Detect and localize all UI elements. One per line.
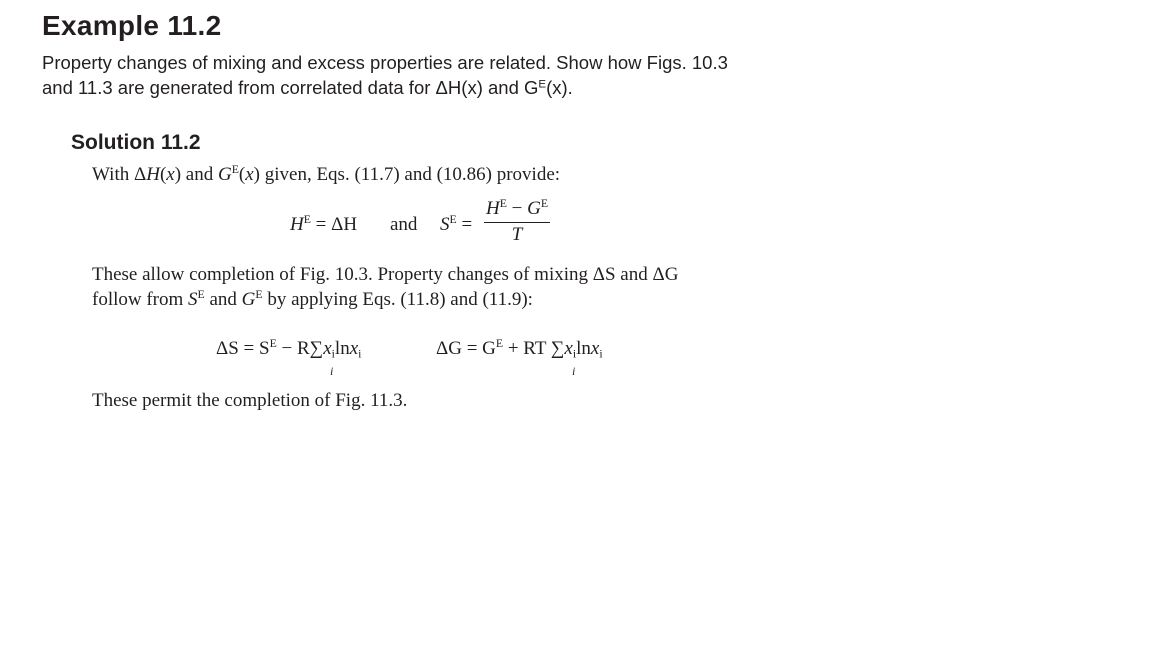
eq1-entropy-lhs: $S^E$ =	[440, 213, 473, 235]
example-body	[42, 50, 842, 100]
solution-intro: With ΔH(x) and $G^E(x)$ given, Eqs. (11.7) and (10.86) provide:	[92, 163, 561, 185]
equation-mixing-properties	[216, 336, 676, 386]
eq1-and: and	[390, 214, 418, 235]
eq1-numerator: $H^E - G^E$	[484, 198, 550, 223]
eq2-sum-index-right: i	[572, 364, 576, 378]
eq2-entropy-of-mixing: $\Delta S = S^E - R\sum x_i\ln x_i$	[216, 337, 362, 361]
para2-line-2: follow from $S^E$ and $G^E$ by applying Eqs. (11.8) and (11.9):	[92, 288, 533, 310]
eq2-gibbs-of-mixing: $\Delta G = G^E$ + RT $\sum x_i\ln x_i$	[436, 337, 603, 361]
solution-title: Solution 11.2	[71, 131, 201, 154]
example-body-line-2: and 11.3 are generated from correlated data for ΔH(x) and $G^E(x)$.	[42, 77, 573, 98]
eq1-left: $H^E = \Delta H$	[290, 213, 358, 235]
example-body-line-1: Property changes of mixing and excess properties are related. Show how Figs. 10.3	[42, 52, 728, 73]
equation-excess-enthalpy-entropy	[290, 196, 590, 256]
example-title: Example 11.2	[42, 10, 222, 41]
eq1-denominator: T	[511, 224, 523, 245]
para2-line-1: These allow completion of Fig. 10.3. Property changes of mixing ΔS and ΔG	[92, 264, 679, 285]
eq1-fraction	[484, 198, 550, 246]
solution-conclusion: These permit the completion of Fig. 11.3.	[92, 390, 408, 411]
solution-paragraph-2	[92, 262, 812, 312]
eq2-sum-index-left: i	[330, 364, 334, 378]
